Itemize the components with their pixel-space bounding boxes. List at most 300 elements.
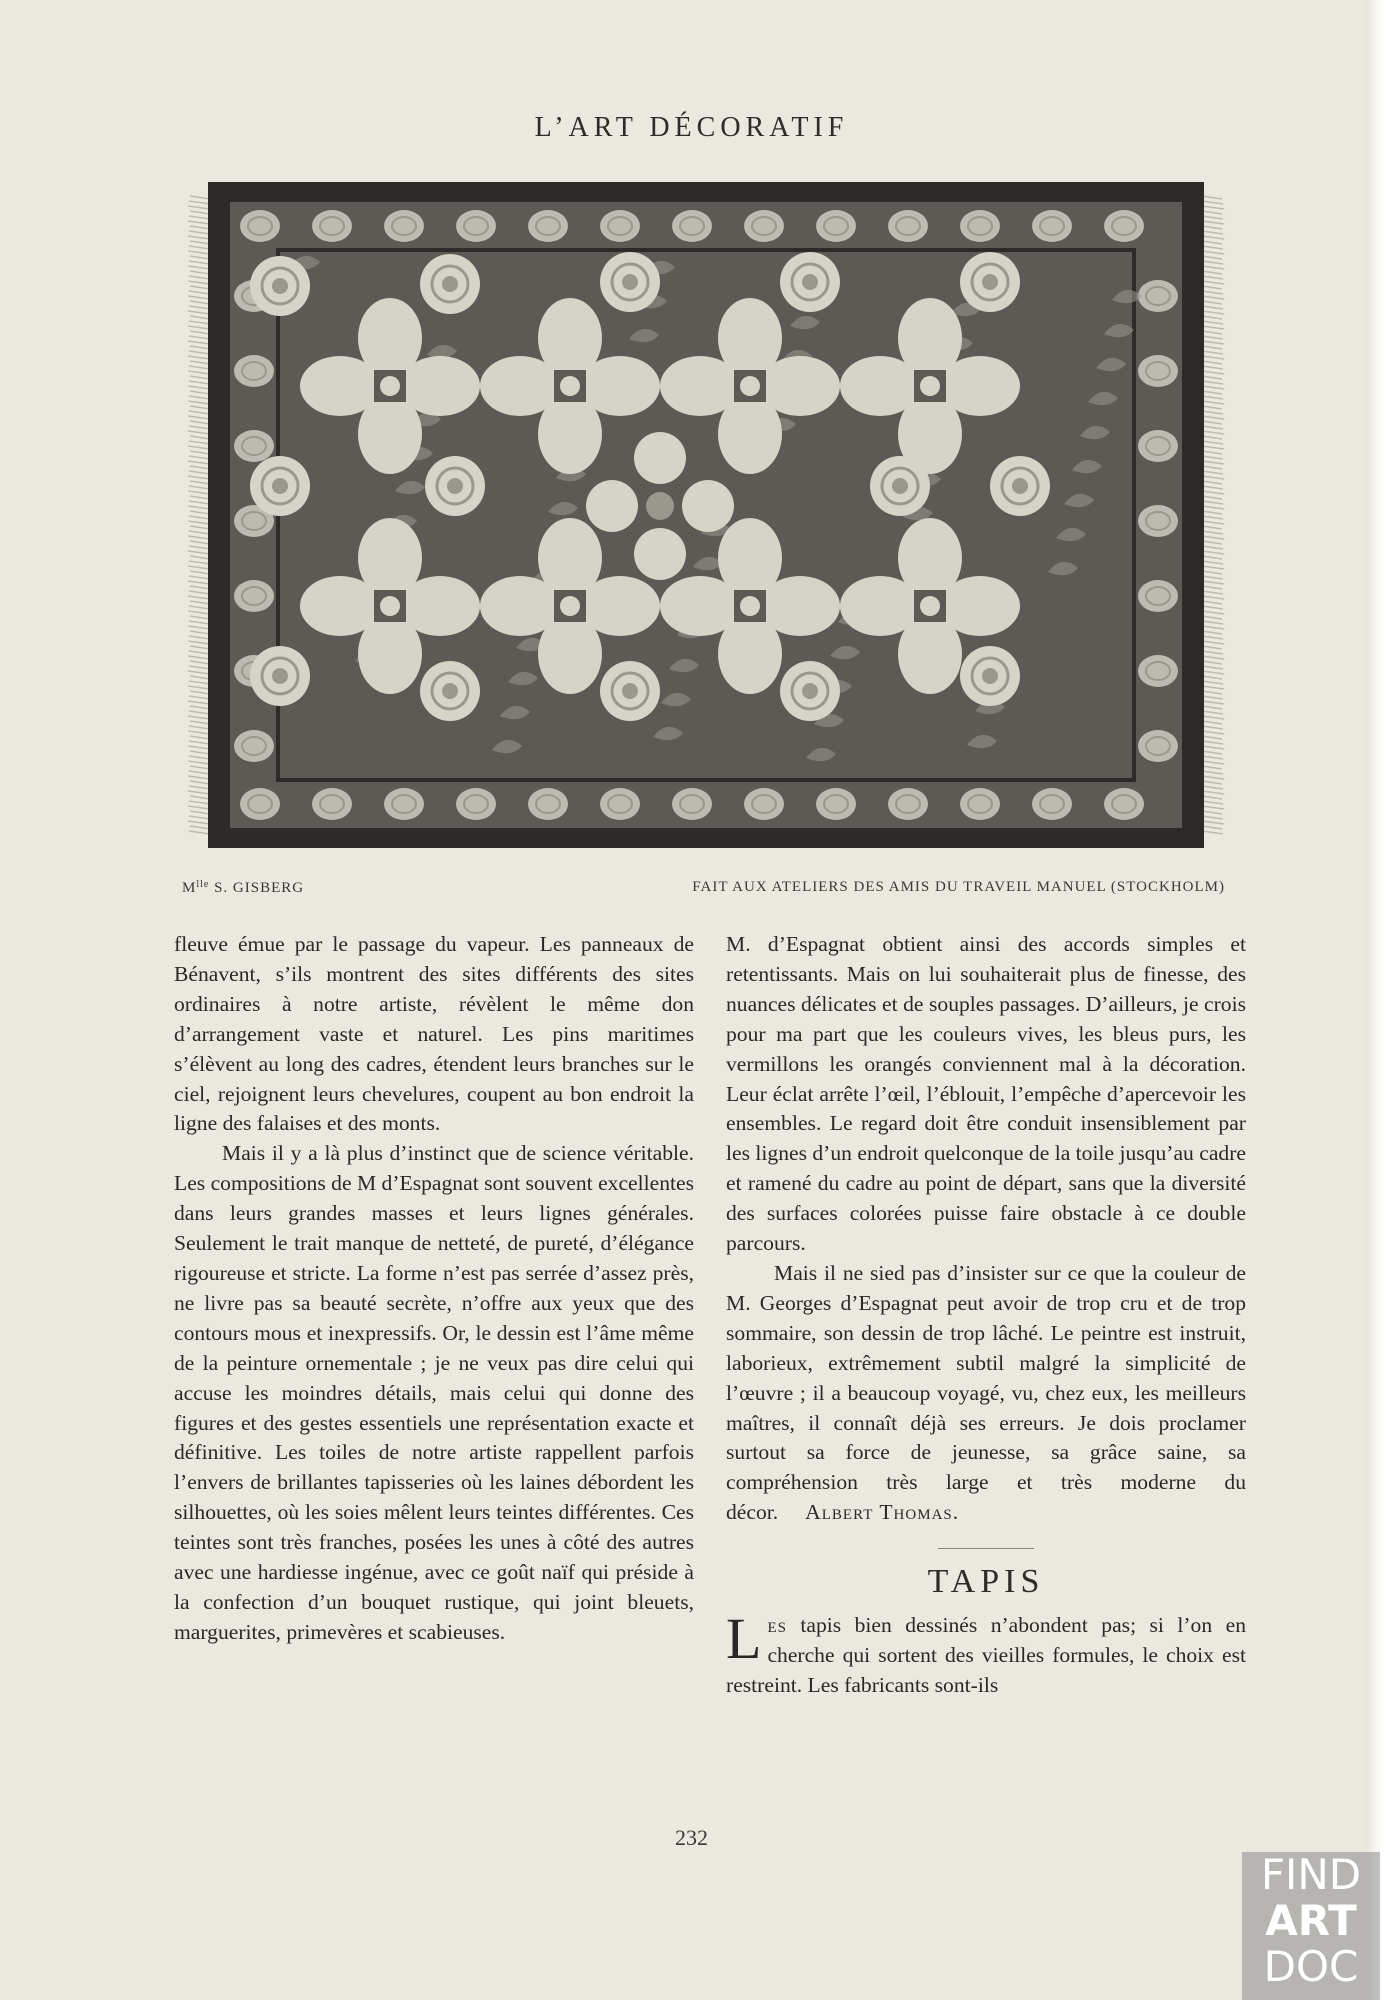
- fringe-right: [1202, 601, 1222, 604]
- rosette-motif: [622, 274, 638, 290]
- fringe-left: [190, 721, 210, 724]
- fringe-left: [189, 606, 210, 609]
- fringe-left: [189, 711, 210, 714]
- fringe-right: [1202, 286, 1222, 289]
- fringe-left: [190, 301, 210, 304]
- border-motif: [1032, 788, 1072, 820]
- fringe-left: [188, 581, 210, 584]
- fringe-left: [190, 391, 210, 394]
- center-ornament: [682, 480, 734, 532]
- fringe-left: [189, 576, 210, 579]
- fringe-left: [190, 226, 210, 229]
- fringe-right: [1202, 561, 1223, 564]
- fringe-right: [1202, 826, 1222, 829]
- fringe-left: [188, 776, 210, 779]
- rosette-motif: [982, 668, 998, 684]
- fringe-left: [188, 656, 210, 659]
- fringe-left: [190, 646, 210, 649]
- border-motif: [672, 210, 712, 242]
- fringe-right: [1202, 636, 1223, 639]
- border-motif: [960, 788, 1000, 820]
- border-motif: [1104, 210, 1144, 242]
- fringe-left: [189, 441, 210, 444]
- fringe-left: [188, 236, 210, 239]
- fringe-right: [1202, 511, 1222, 514]
- rosette-motif: [272, 478, 288, 494]
- fringe-right: [1202, 766, 1222, 769]
- fringe-right: [1202, 241, 1222, 244]
- fringe-right: [1202, 611, 1224, 614]
- fringe-right: [1202, 551, 1224, 554]
- fringe-right: [1202, 196, 1222, 199]
- thistle-petal: [400, 356, 480, 416]
- fringe-right: [1202, 566, 1224, 569]
- border-motif: [816, 210, 856, 242]
- fringe-right: [1202, 596, 1224, 599]
- fringe-left: [188, 311, 210, 314]
- fringe-left: [188, 206, 210, 209]
- fringe-right: [1202, 481, 1222, 484]
- fringe-left: [188, 731, 210, 734]
- fringe-right: [1202, 386, 1224, 389]
- fringe-left: [190, 526, 210, 529]
- border-motif: [672, 788, 712, 820]
- thistle-petal: [940, 356, 1020, 416]
- center-ornament: [646, 492, 674, 520]
- fringe-left: [189, 366, 210, 369]
- fringe-right: [1202, 631, 1222, 634]
- thistle-center: [740, 376, 760, 396]
- fringe-right: [1202, 446, 1224, 449]
- fringe-right: [1202, 626, 1224, 629]
- fringe-left: [189, 771, 210, 774]
- fringe-right: [1202, 536, 1224, 539]
- fringe-right: [1202, 486, 1223, 489]
- fringe-right: [1202, 506, 1224, 509]
- fringe-left: [189, 456, 210, 459]
- fringe-left: [188, 266, 210, 269]
- fringe-right: [1202, 531, 1223, 534]
- fringe-right: [1202, 646, 1222, 649]
- fringe-left: [190, 316, 210, 319]
- section-divider: [938, 1548, 1034, 1549]
- fringe-right: [1202, 751, 1222, 754]
- fringe-right: [1202, 676, 1222, 679]
- fringe-right: [1202, 786, 1223, 789]
- fringe-left: [188, 506, 210, 509]
- border-motif: [528, 788, 568, 820]
- fringe-right: [1202, 246, 1223, 249]
- fringe-right: [1202, 331, 1222, 334]
- border-motif: [456, 788, 496, 820]
- fringe-left: [189, 816, 210, 819]
- border-motif: [456, 210, 496, 242]
- fringe-left: [190, 736, 210, 739]
- fringe-left: [188, 716, 210, 719]
- fringe-left: [189, 351, 210, 354]
- fringe-left: [188, 551, 210, 554]
- fringe-left: [188, 521, 210, 524]
- fringe-right: [1202, 691, 1222, 694]
- fringe-left: [189, 516, 210, 519]
- fringe-left: [189, 741, 210, 744]
- fringe-left: [189, 681, 210, 684]
- fringe-right: [1202, 221, 1224, 224]
- fringe-right: [1202, 806, 1224, 809]
- fringe-left: [190, 556, 210, 559]
- fringe-right: [1202, 641, 1224, 644]
- fringe-left: [189, 786, 210, 789]
- fringe-left: [190, 436, 210, 439]
- thistle-center: [560, 376, 580, 396]
- fringe-left: [190, 211, 210, 214]
- fringe-left: [190, 676, 210, 679]
- fringe-left: [190, 346, 210, 349]
- fringe-left: [188, 371, 210, 374]
- fringe-left: [188, 341, 210, 344]
- fringe-left: [190, 196, 210, 199]
- border-motif: [1104, 788, 1144, 820]
- fringe-left: [190, 796, 210, 799]
- rosette-motif: [272, 278, 288, 294]
- border-motif: [600, 210, 640, 242]
- border-motif: [1138, 280, 1178, 312]
- fringe-left: [189, 696, 210, 699]
- fringe-left: [190, 781, 210, 784]
- border-motif: [744, 788, 784, 820]
- fringe-right: [1202, 541, 1222, 544]
- fringe-right: [1202, 266, 1224, 269]
- fringe-right: [1202, 271, 1222, 274]
- thistle-petal: [580, 356, 660, 416]
- fringe-left: [188, 821, 210, 824]
- fringe-right: [1202, 761, 1224, 764]
- carpet-image: [180, 176, 1232, 862]
- thistle-petal: [760, 356, 840, 416]
- fringe-right: [1202, 326, 1224, 329]
- fringe-right: [1202, 226, 1222, 229]
- fringe-left: [188, 746, 210, 749]
- fringe-left: [190, 751, 210, 754]
- fringe-right: [1202, 426, 1223, 429]
- fringe-left: [189, 561, 210, 564]
- fringe-right: [1202, 681, 1223, 684]
- fringe-left: [189, 381, 210, 384]
- fringe-left: [189, 486, 210, 489]
- fringe-left: [189, 831, 210, 834]
- fringe-right: [1202, 731, 1224, 734]
- rosette-motif: [982, 274, 998, 290]
- fringe-left: [188, 431, 210, 434]
- fringe-left: [188, 791, 210, 794]
- rosette-motif: [802, 274, 818, 290]
- fringe-left: [189, 636, 210, 639]
- fringe-right: [1202, 231, 1223, 234]
- border-motif: [1032, 210, 1072, 242]
- fringe-left: [190, 331, 210, 334]
- fringe-left: [190, 766, 210, 769]
- fringe-left: [190, 481, 210, 484]
- fringe-right: [1202, 376, 1222, 379]
- drop-cap: L: [726, 1606, 762, 1672]
- border-motif: [312, 788, 352, 820]
- rosette-motif: [802, 683, 818, 699]
- fringe-right: [1202, 211, 1222, 214]
- fringe-right: [1202, 781, 1222, 784]
- fringe-right: [1202, 796, 1222, 799]
- fringe-left: [188, 596, 210, 599]
- fringe-right: [1202, 666, 1223, 669]
- border-motif: [1138, 430, 1178, 462]
- fringe-left: [188, 386, 210, 389]
- fringe-right: [1202, 621, 1223, 624]
- fringe-right: [1202, 261, 1223, 264]
- rosette-motif: [442, 276, 458, 292]
- fringe-left: [189, 591, 210, 594]
- fringe-left: [189, 276, 210, 279]
- border-motif: [1138, 580, 1178, 612]
- fringe-right: [1202, 686, 1224, 689]
- fringe-right: [1202, 726, 1223, 729]
- fringe-right: [1202, 516, 1223, 519]
- fringe-left: [190, 631, 210, 634]
- fringe-left: [189, 396, 210, 399]
- fringe-left: [190, 616, 210, 619]
- fringe-left: [189, 306, 210, 309]
- fringe-right: [1202, 391, 1222, 394]
- fringe-left: [188, 281, 210, 284]
- fringe-left: [190, 376, 210, 379]
- fringe-left: [189, 531, 210, 534]
- fringe-left: [189, 321, 210, 324]
- fringe-right: [1202, 746, 1224, 749]
- thistle-petal: [480, 356, 560, 416]
- fringe-right: [1202, 321, 1223, 324]
- fringe-right: [1202, 701, 1224, 704]
- fringe-right: [1202, 251, 1224, 254]
- fringe-right: [1202, 661, 1222, 664]
- thistle-petal: [940, 576, 1020, 636]
- fringe-right: [1202, 401, 1224, 404]
- fringe-left: [190, 361, 210, 364]
- paragraph: Mais il y a là plus d’instinct que de science véritable. Les compositions de M d’Espagnat sont souvent excellentes dans leurs grandes masses et leurs lignes générales. Seulement le trait manque de netteté, de pureté, d’élégance rigoureuse et stricte. La forme n’est pas serrée d’assez près, ne livre pas sa beauté secrète, n’offre aux yeux que des contours mous et inexpressifs. Or, le dessin est l’âme même de la peinture ornementale ; je ne veux pas dire celui qui accuse les moindres détails, mais celui qui donne des figures et des gestes essentiels une représentation exacte et définitive. Les toiles de notre artiste rappellent parfois l’envers de brillantes tapisseries où les laines débordent les silhouettes, où les soies mêlent leurs teintes différentes. Ces teintes sont très franches, posées les unes à côté des autres avec une hardiesse ingénue, avec ce goût naïf qui préside à la confection d’un bouquet rustique, qui joint bleuets, marguerites, primevères et scabieuses.: [174, 1141, 694, 1644]
- plate-caption-artist: $M^{lle}$ S. GISBERG: [182, 879, 305, 896]
- thistle-petal: [400, 576, 480, 636]
- thistle-petal: [580, 576, 660, 636]
- thistle-petal: [660, 576, 740, 636]
- fringe-right: [1202, 276, 1223, 279]
- fringe-right: [1202, 821, 1224, 824]
- fringe-left: [188, 611, 210, 614]
- findartdoc-watermark-logo: FIND ART DOC: [1242, 1852, 1380, 2000]
- fringe-left: [189, 471, 210, 474]
- fringe-left: [190, 256, 210, 259]
- fringe-left: [188, 221, 210, 224]
- fringe-left: [189, 651, 210, 654]
- fringe-right: [1202, 366, 1223, 369]
- fringe-right: [1202, 301, 1222, 304]
- fringe-right: [1202, 336, 1223, 339]
- page-edge: [1365, 0, 1383, 2000]
- rosette-motif: [622, 683, 638, 699]
- fringe-left: [190, 241, 210, 244]
- fringe-left: [189, 336, 210, 339]
- fringe-right: [1202, 606, 1223, 609]
- fringe-right: [1202, 831, 1223, 834]
- fringe-right: [1202, 451, 1222, 454]
- fringe-left: [190, 571, 210, 574]
- thistle-petal: [300, 356, 380, 416]
- fringe-right: [1202, 721, 1222, 724]
- fringe-left: [188, 251, 210, 254]
- fringe-right: [1202, 361, 1222, 364]
- carpet-illustration: [180, 176, 1232, 862]
- fringe-left: [190, 271, 210, 274]
- fringe-right: [1202, 521, 1224, 524]
- fringe-left: [190, 451, 210, 454]
- thistle-petal: [660, 356, 740, 416]
- paragraph: M. d’Espagnat obtient ainsi des accords simples et retentissants. Mais on lui souhaiterait plus de finesse, des nuances délicates et de souples passages. D’ailleurs, je crois pour ma part que les couleurs vives, les bleus purs, les vermillons les orangés conviennent mal à la décoration. Leur éclat arrête l’œil, l’éblouit, l’empêche d’apercevoir les ensembles. Le regard doit être conduit insensiblement par les lignes d’un endroit quelconque de la toile jusqu’au cadre et ramené du cadre au point de départ, sans que la diversité des surfaces colorées puisse faire obstacle à ce double parcours.: [726, 932, 1246, 1256]
- fringe-left: [189, 726, 210, 729]
- fringe-right: [1202, 216, 1223, 219]
- fringe-right: [1202, 306, 1223, 309]
- fringe-left: [190, 466, 210, 469]
- fringe-right: [1202, 736, 1222, 739]
- fringe-right: [1202, 816, 1223, 819]
- fringe-left: [188, 686, 210, 689]
- author-signature: Albert Thomas.: [805, 1500, 960, 1525]
- fringe-right: [1202, 236, 1224, 239]
- fringe-left: [188, 641, 210, 644]
- fringe-left: [189, 216, 210, 219]
- fringe-left: [189, 501, 210, 504]
- fringe-right: [1202, 501, 1223, 504]
- fringe-left: [189, 231, 210, 234]
- fringe-right: [1202, 381, 1223, 384]
- fringe-left: [189, 546, 210, 549]
- fringe-left: [188, 476, 210, 479]
- fringe-right: [1202, 461, 1224, 464]
- fringe-right: [1202, 711, 1223, 714]
- fringe-right: [1202, 756, 1223, 759]
- fringe-right: [1202, 496, 1222, 499]
- fringe-left: [190, 286, 210, 289]
- fringe-right: [1202, 411, 1223, 414]
- fringe-right: [1202, 396, 1223, 399]
- fringe-left: [190, 421, 210, 424]
- fringe-right: [1202, 656, 1224, 659]
- fringe-left: [190, 406, 210, 409]
- fringe-right: [1202, 456, 1223, 459]
- fringe-left: [189, 756, 210, 759]
- thistle-center: [920, 596, 940, 616]
- fringe-right: [1202, 291, 1223, 294]
- section-paragraph: Les tapis bien dessinés n’abondent pas; si l’on en cherche qui sortent des vieilles formules, le choix est restreint. Les fabricants sont-ils: [726, 1606, 1246, 1697]
- thistle-petal: [840, 576, 920, 636]
- fringe-right: [1202, 546, 1223, 549]
- text-column-left: [174, 930, 694, 1648]
- fringe-right: [1202, 491, 1224, 494]
- fringe-left: [188, 761, 210, 764]
- fringe-right: [1202, 356, 1224, 359]
- fringe-left: [188, 356, 210, 359]
- fringe-right: [1202, 811, 1222, 814]
- thistle-center: [380, 596, 400, 616]
- thistle-petal: [840, 356, 920, 416]
- thistle-center: [920, 376, 940, 396]
- border-motif: [744, 210, 784, 242]
- fringe-right: [1202, 651, 1223, 654]
- fringe-left: [189, 411, 210, 414]
- thistle-petal: [300, 576, 380, 636]
- fringe-left: [189, 246, 210, 249]
- fringe-left: [188, 326, 210, 329]
- fringe-right: [1202, 696, 1223, 699]
- border-motif: [240, 788, 280, 820]
- border-motif: [240, 210, 280, 242]
- running-title: L’ART DÉCORATIF: [534, 112, 849, 143]
- border-motif: [888, 210, 928, 242]
- fringe-right: [1202, 311, 1224, 314]
- fringe-right: [1202, 466, 1222, 469]
- fringe-left: [190, 691, 210, 694]
- thistle-petal: [480, 576, 560, 636]
- fringe-left: [190, 706, 210, 709]
- fringe-left: [190, 541, 210, 544]
- fringe-right: [1202, 371, 1224, 374]
- border-motif: [960, 210, 1000, 242]
- fringe-right: [1202, 436, 1222, 439]
- fringe-right: [1202, 571, 1222, 574]
- border-motif: [816, 788, 856, 820]
- thistle-center: [380, 376, 400, 396]
- center-ornament: [634, 432, 686, 484]
- fringe-left: [188, 401, 210, 404]
- border-motif: [234, 430, 274, 462]
- page-number: 232: [675, 1825, 708, 1850]
- fringe-right: [1202, 616, 1222, 619]
- fringe-left: [190, 811, 210, 814]
- fringe-left: [188, 536, 210, 539]
- fringe-left: [189, 426, 210, 429]
- border-motif: [234, 730, 274, 762]
- fringe-left: [188, 671, 210, 674]
- border-motif: [1138, 505, 1178, 537]
- fringe-right: [1202, 296, 1224, 299]
- fringe-right: [1202, 581, 1224, 584]
- fringe-left: [188, 296, 210, 299]
- fringe-right: [1202, 416, 1224, 419]
- rosette-motif: [447, 478, 463, 494]
- center-ornament: [634, 528, 686, 580]
- fringe-left: [188, 626, 210, 629]
- thistle-center: [740, 596, 760, 616]
- fringe-right: [1202, 351, 1223, 354]
- fringe-left: [188, 491, 210, 494]
- border-motif: [234, 580, 274, 612]
- fringe-left: [188, 701, 210, 704]
- fringe-right: [1202, 441, 1223, 444]
- border-motif: [600, 788, 640, 820]
- fringe-right: [1202, 771, 1223, 774]
- fringe-right: [1202, 671, 1224, 674]
- border-motif: [1138, 730, 1178, 762]
- fringe-left: [189, 666, 210, 669]
- text-column-right: [726, 930, 1246, 1701]
- fringe-right: [1202, 341, 1224, 344]
- fringe-left: [189, 261, 210, 264]
- border-motif: [888, 788, 928, 820]
